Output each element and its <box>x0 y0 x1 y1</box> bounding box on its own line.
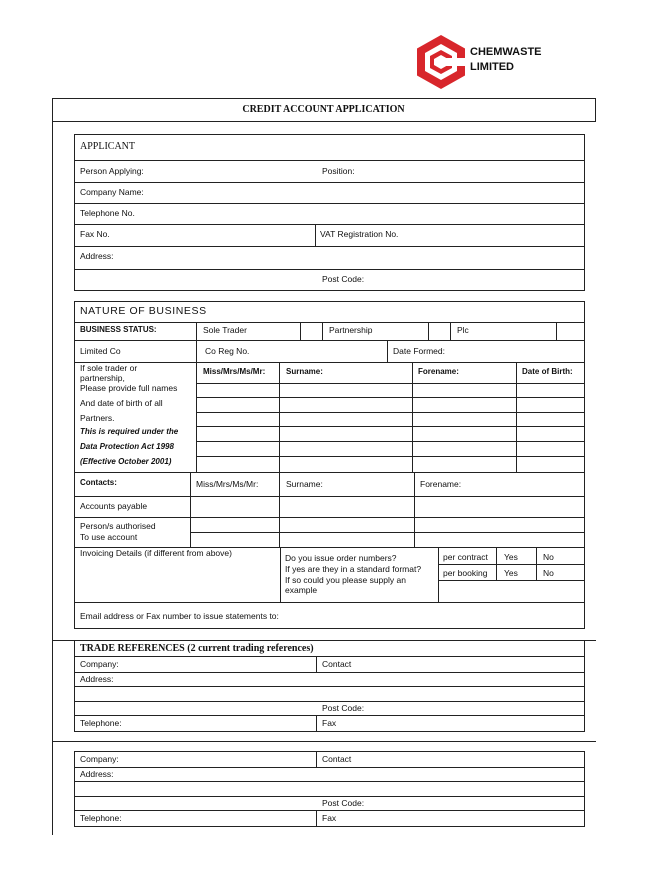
ref2-contact-label: Contact <box>322 754 352 764</box>
ref1-telephone-label: Telephone: <box>80 718 122 728</box>
per-booking-no[interactable]: No <box>543 568 554 578</box>
fax-label: Fax No. <box>80 229 110 239</box>
applicant-heading: APPLICANT <box>80 141 136 152</box>
plc-option[interactable]: Plc <box>457 325 469 335</box>
authorised-label-2: To use account <box>80 532 138 542</box>
partner-surname-header: Surname: <box>286 367 323 376</box>
sole-note-5: Partners. <box>80 413 115 423</box>
order-question-4: example <box>285 585 318 595</box>
ref2-post-code-label: Post Code: <box>322 798 365 808</box>
dpa-note-1: This is required under the <box>80 427 179 436</box>
per-booking-yes[interactable]: Yes <box>504 568 518 578</box>
accounts-payable-label: Accounts payable <box>80 501 148 511</box>
order-question-2: If yes are they in a standard format? <box>285 564 422 574</box>
ref2-company-label: Company: <box>80 754 119 764</box>
ref1-company-label: Company: <box>80 659 119 669</box>
ref1-fax-label: Fax <box>322 718 337 728</box>
per-booking-label: per booking <box>443 568 488 578</box>
sole-note-2: partnership, <box>80 373 125 383</box>
contacts-label: Contacts: <box>80 478 117 487</box>
hexagon-logo-icon <box>414 33 468 91</box>
dpa-note-2: Data Protection Act 1998 <box>80 442 174 451</box>
contacts-title-header: Miss/Mrs/Ms/Mr: <box>196 479 259 489</box>
sole-trader-option[interactable]: Sole Trader <box>203 325 247 335</box>
invoicing-label: Invoicing Details (if different from above) <box>80 548 232 558</box>
ref1-address-label: Address: <box>80 674 114 684</box>
trade-references-heading: TRADE REFERENCES (2 current trading references) <box>80 643 314 654</box>
company-name-line2: LIMITED <box>470 61 514 73</box>
ref1-contact-label: Contact <box>322 659 352 669</box>
person-applying-label: Person Applying: <box>80 166 144 176</box>
business-heading: NATURE OF BUSINESS <box>80 305 207 317</box>
contacts-surname-header: Surname: <box>286 479 323 489</box>
post-code-label: Post Code: <box>322 274 365 284</box>
dpa-note-3: (Effective October 2001) <box>80 457 172 466</box>
company-logo <box>414 33 554 91</box>
per-contract-yes[interactable]: Yes <box>504 552 518 562</box>
address-label: Address: <box>80 251 114 261</box>
order-question-1: Do you issue order numbers? <box>285 553 397 563</box>
partnership-option[interactable]: Partnership <box>329 325 373 335</box>
ref1-post-code-label: Post Code: <box>322 703 365 713</box>
form-title: CREDIT ACCOUNT APPLICATION <box>242 104 405 115</box>
email-statements-label: Email address or Fax number to issue statements to: <box>80 611 279 621</box>
per-contract-no[interactable]: No <box>543 552 554 562</box>
date-formed-label: Date Formed: <box>393 346 445 356</box>
applicant-section <box>74 134 585 291</box>
per-contract-label: per contract <box>443 552 488 562</box>
order-question-3: If so could you please supply an <box>285 575 406 585</box>
co-reg-label: Co Reg No. <box>205 346 250 356</box>
sole-note-1: If sole trader or <box>80 363 138 373</box>
sole-note-3: Please provide full names <box>80 383 178 393</box>
contacts-forename-header: Forename: <box>420 479 462 489</box>
partner-dob-header: Date of Birth: <box>522 367 573 376</box>
ref2-fax-label: Fax <box>322 813 337 823</box>
company-name-line1: CHEMWASTE <box>470 46 542 58</box>
authorised-label-1: Person/s authorised <box>80 521 156 531</box>
partner-title-header: Miss/Mrs/Ms/Mr: <box>203 367 266 376</box>
company-name-label: Company Name: <box>80 187 144 197</box>
position-label: Position: <box>322 166 355 176</box>
sole-note-4: And date of birth of all <box>80 398 163 408</box>
telephone-label: Telephone No. <box>80 208 135 218</box>
ref2-telephone-label: Telephone: <box>80 813 122 823</box>
partner-forename-header: Forename: <box>418 367 459 376</box>
limited-co-label: Limited Co <box>80 346 121 356</box>
business-status-label: BUSINESS STATUS: <box>80 325 157 334</box>
ref2-address-label: Address: <box>80 769 114 779</box>
vat-label: VAT Registration No. <box>320 229 399 239</box>
